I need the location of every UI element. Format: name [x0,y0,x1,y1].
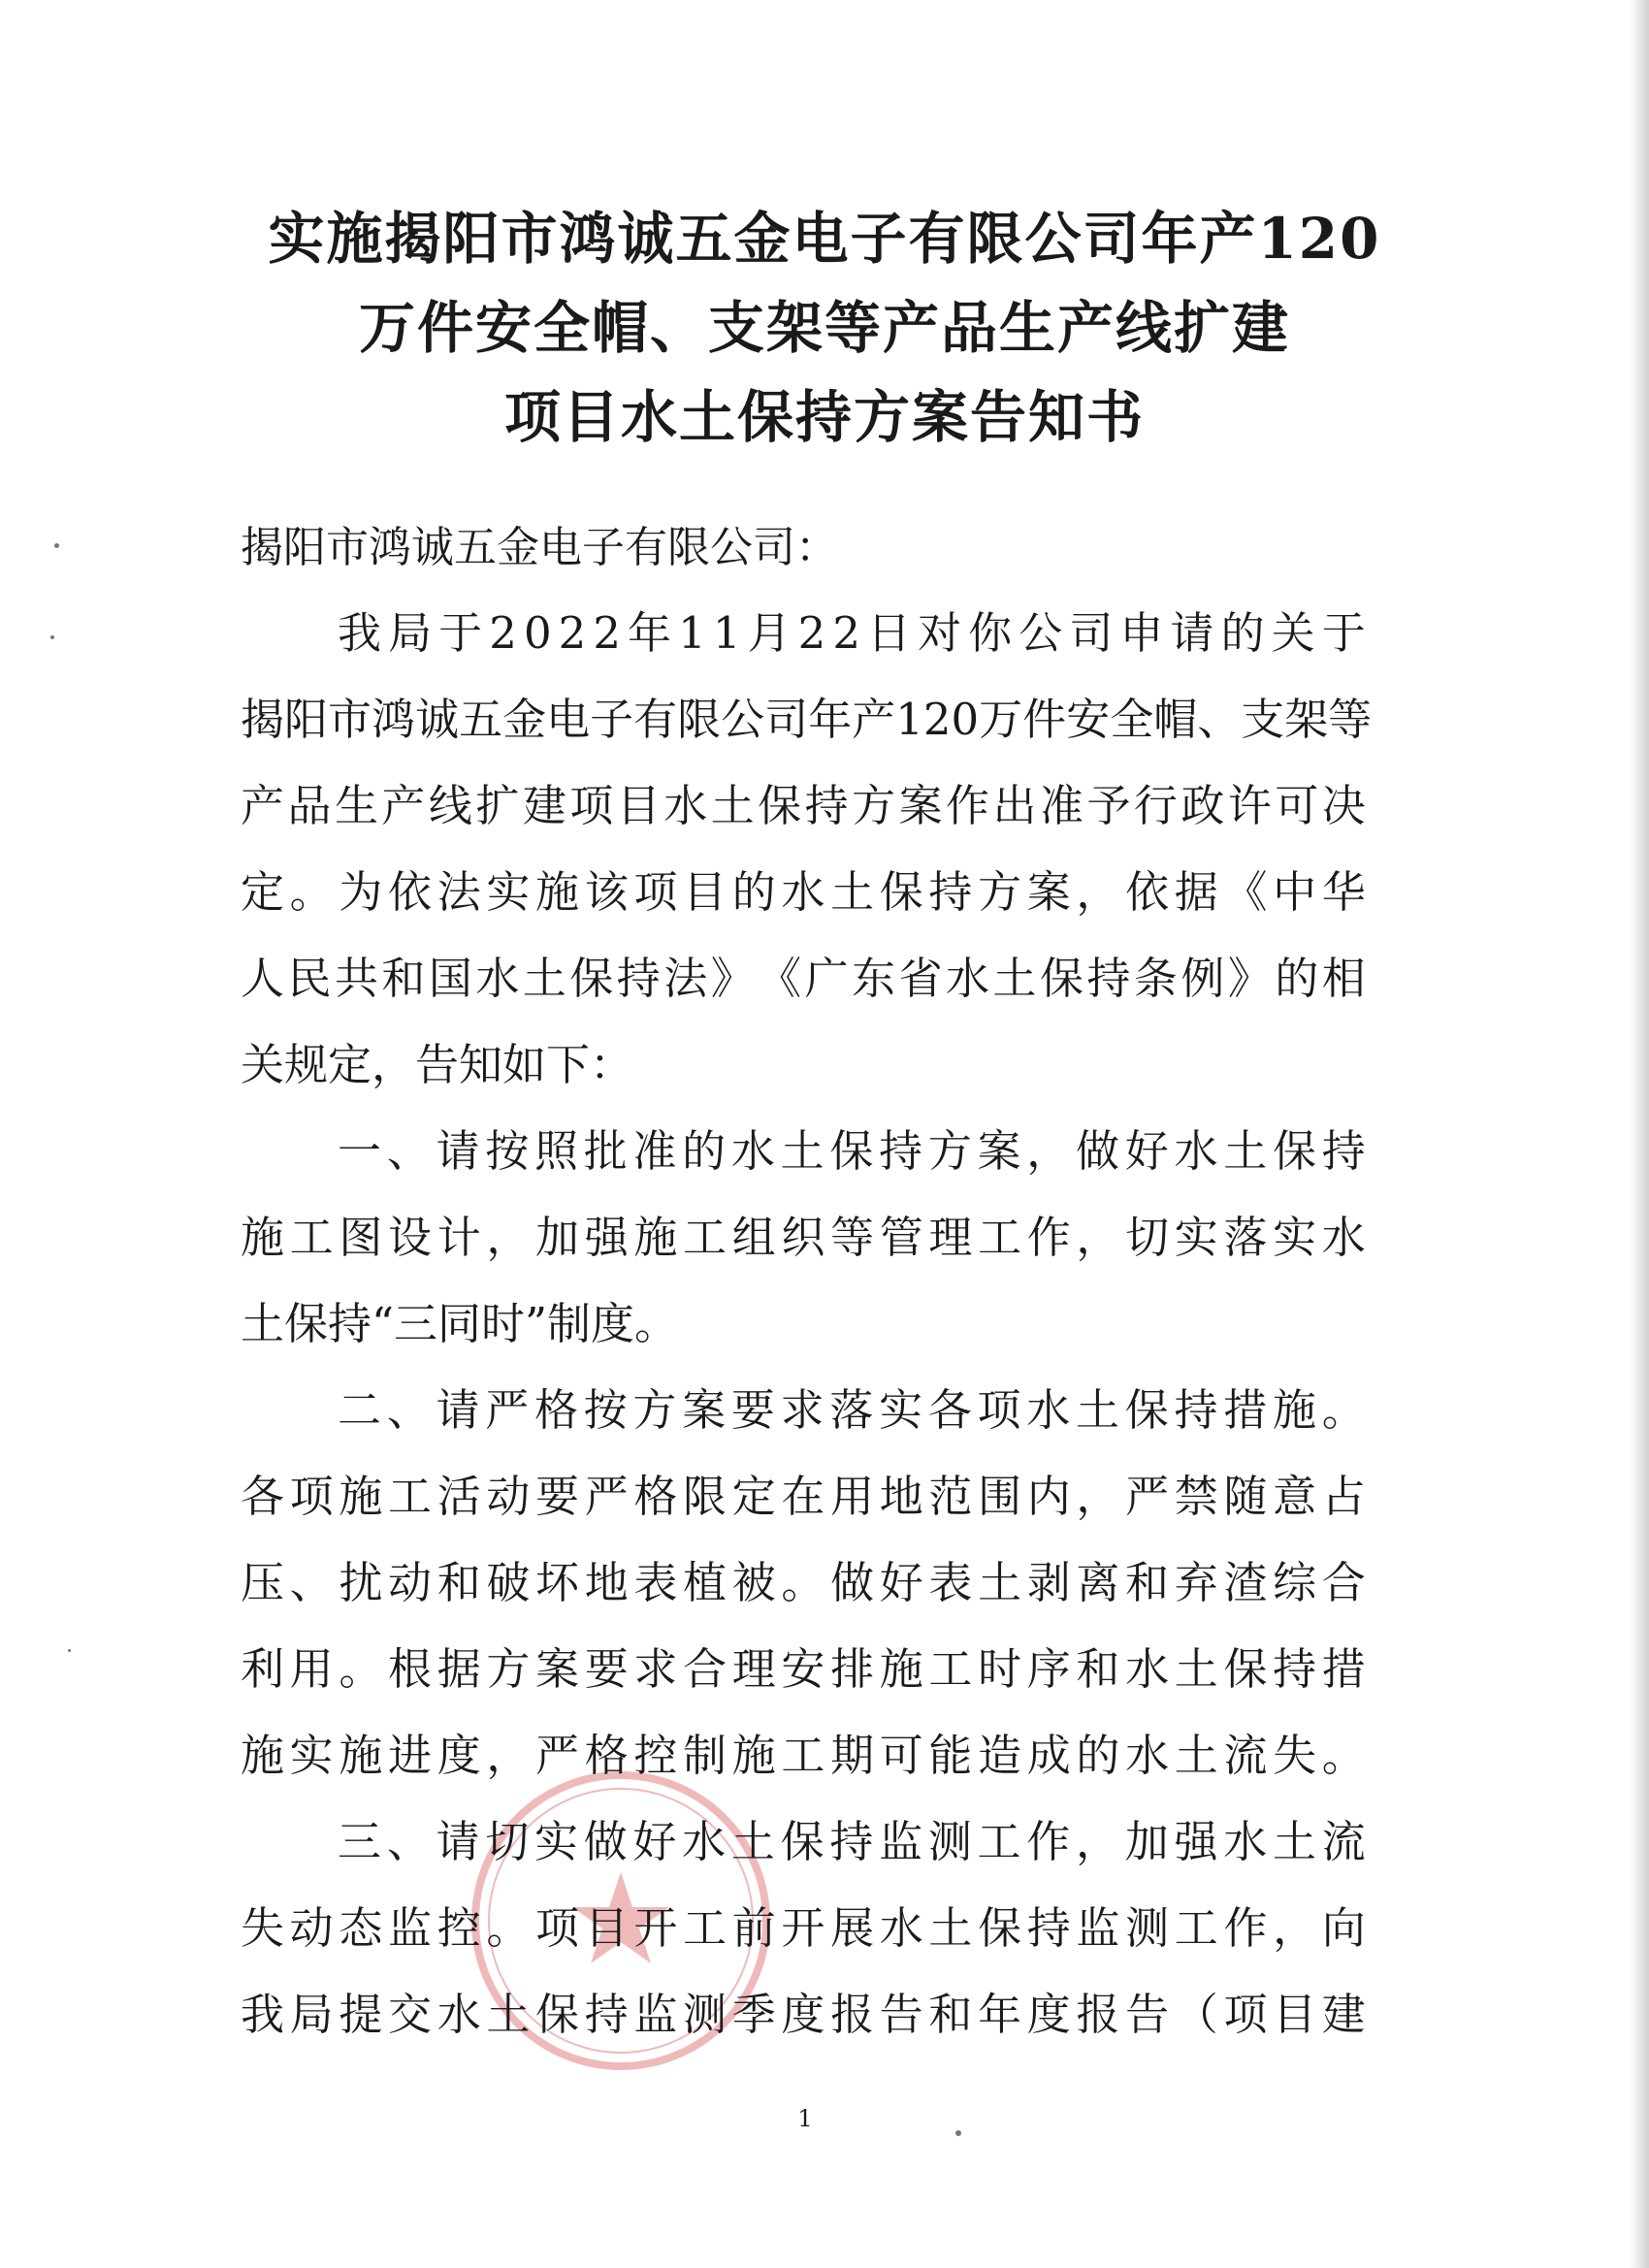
text-line: 利 用 。 根 据 方 案 要 求 合 理 安 排 施 工 时 序 和 水 土 保 持 措 [241,1643,1366,1695]
text-line: 一 、 请 按 照 批 准 的 水 土 保 持 方 案 ， 做 好 水 土 保 持 [338,1125,1366,1177]
title-line: 万件安全帽、支架等产品生产线扩建 [358,295,1290,361]
paragraph [241,1367,1366,1798]
document-title [194,194,1455,462]
text-line: 施 实 施 进 度 ， 严 格 控 制 施 工 期 可 能 造 成 的 水 土 流 失 。 [241,1730,1366,1781]
scan-speck [54,543,59,548]
text-line: 施 工 图 设 计 ， 加 强 施 工 组 织 等 管 理 工 作 ， 切 实 落 实 水 [241,1212,1366,1263]
text-line: 人 民 共 和 国 水 土 保 持 法 》 《 广 东 省 水 土 保 持 条 例 》 的 相 [241,953,1366,1004]
text-line: 产 品 生 产 线 扩 建 项 目 水 土 保 持 方 案 作 出 准 予 行 政 许 可 决 [241,780,1366,831]
title-line: 项目水土保持方案告知书 [503,384,1145,450]
page-number: 1 [797,2105,813,2132]
scan-speck [50,635,54,639]
text-line: 失 动 态 监 控 。 项 目 开 工 前 开 展 水 土 保 持 监 测 工 作 ， 向 [241,1902,1366,1954]
paragraph [241,1798,1366,2057]
text-line: 土保持“三同时”制度。 [241,1298,679,1349]
text-line: 各 项 施 工 活 动 要 严 格 限 定 在 用 地 范 围 内 ， 严 禁 随 意 占 [241,1471,1366,1522]
text-line: 关规定，告知如下： [241,1039,634,1090]
scan-speck [68,1649,71,1652]
text-line: 三 、 请 切 实 做 好 水 土 保 持 监 测 工 作 ， 加 强 水 土 流 [338,1816,1366,1867]
scan-speck [955,2130,961,2136]
text-line: 压 、 扰 动 和 破 坏 地 表 植 被 。 做 好 表 土 剥 离 和 弃 渣 综 合 [241,1557,1366,1608]
addressee: 揭阳市鸿诚五金电子有限公司： [241,523,838,572]
paragraph [241,1108,1366,1367]
text-line: 定 。 为 依 法 实 施 该 项 目 的 水 土 保 持 方 案 ， 依 据 《 中 华 [241,866,1366,918]
scan-edge-shadow [1630,0,1649,2268]
title-line: 实施揭阳市鸿诚五金电子有限公司年产120 [268,206,1381,272]
text-line: 二 、 请 严 格 按 方 案 要 求 落 实 各 项 水 土 保 持 措 施 。 [338,1384,1366,1436]
paragraph [241,590,1373,1108]
text-line: 我 局 提 交 水 土 保 持 监 测 季 度 报 告 和 年 度 报 告 （ 项 目 建 [241,1989,1366,2040]
text-line: 我 局 于 2 0 2 2 年 1 1 月 2 2 日 对 你 公 司 申 请 的 关 于 [338,607,1366,659]
document-body [241,590,1373,2057]
text-line: 揭 阳 市 鸿 诚 五 金 电 子 有 限 公 司 年 产 1 2 0 万 件 安 全 帽 、 支 架 等 [241,694,1373,745]
